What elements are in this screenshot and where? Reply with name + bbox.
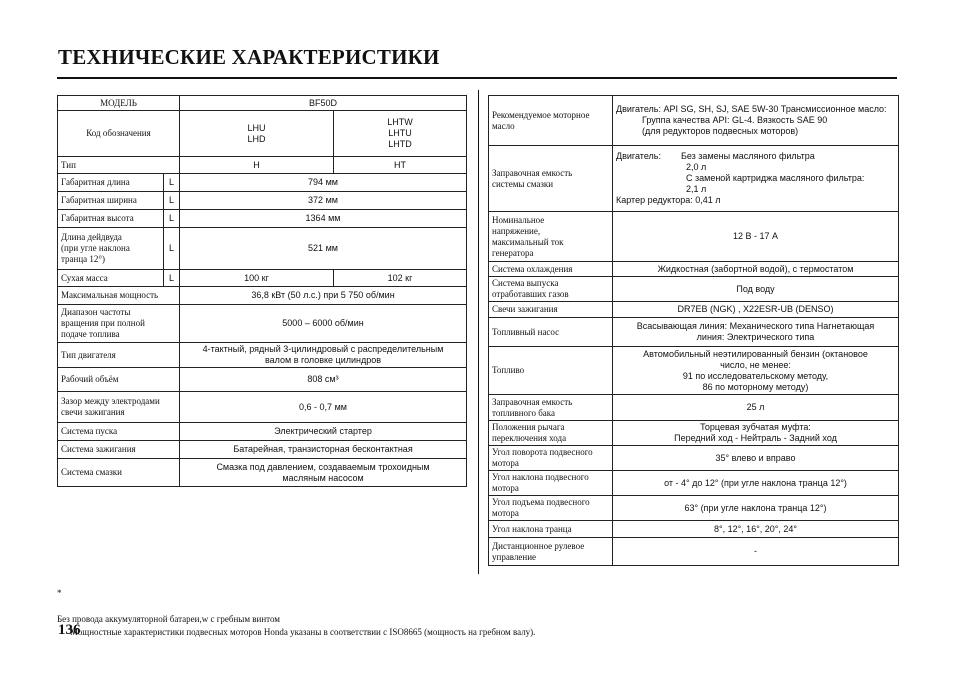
lift-angle-label: Угол подъема подвесного мотора (492, 497, 590, 518)
height-label: Габаритная высота (58, 210, 164, 228)
table-row (58, 423, 467, 441)
deadwood-symbol: L (164, 228, 180, 270)
width-label: Габаритная ширина (58, 192, 164, 210)
fuel-tank-label: Заправочная емкость топливного бака (492, 396, 573, 418)
engine-type-value: 4-тактный, рядный 3-цилиндровый с распределительным валом в головке цилиндров (202, 344, 444, 365)
oil-line-1: Двигатель: API SG, SH, SJ, SAE 5W-30 Трансмиссионное масло: (616, 104, 887, 114)
model-label: МОДЕЛЬ (58, 96, 180, 111)
footnote-star: * (57, 588, 62, 598)
table-row (58, 287, 467, 305)
oil-capacity-value-1: 2,0 л (686, 162, 707, 172)
tilt-angle-label: Угол наклона подвесного мотора (492, 472, 589, 493)
transom-angle-value: 8°, 12°, 16°, 20°, 24° (613, 521, 899, 538)
shift-value: Торцевая зубчатая муфта: Передний ход - Нейтраль - Задний ход (674, 422, 837, 443)
table-row (58, 441, 467, 459)
oil-capacity-engine: Двигатель: (616, 151, 661, 161)
dry-mass-label: Сухая масса (58, 270, 164, 287)
cooling-label: Система охлаждения (489, 262, 613, 277)
dry-mass-symbol: L (164, 270, 180, 287)
engine-type-label: Тип двигателя (58, 343, 180, 368)
power-label: Максимальная мощность (58, 287, 180, 305)
length-value: 794 мм (180, 174, 467, 192)
table-row (58, 343, 467, 368)
oil-capacity-with-filter: С заменой картриджа масляного фильтра: (686, 173, 865, 183)
table-row (58, 96, 467, 111)
ignition-system-value: Батарейная, транзисторная бесконтактная (180, 441, 467, 459)
displacement-label: Рабочий объём (58, 368, 180, 392)
displacement-value: 808 см³ (180, 368, 467, 392)
exhaust-label: Система выпуска отработавших газов (492, 278, 569, 299)
oil-capacity-value-2: 2,1 л (686, 184, 707, 194)
table-row (489, 146, 899, 212)
table-row (58, 111, 467, 157)
code-value-a: LHU LHD (247, 122, 266, 144)
fuel-label: Топливо (489, 347, 613, 395)
tilt-angle-value: от - 4° до 12° (при угле наклона транца 12°) (613, 471, 899, 496)
generator-label: Номинальное напряжение, максимальный ток генератора (492, 214, 564, 258)
width-value: 372 мм (180, 192, 467, 210)
table-row (489, 395, 899, 421)
table-row (489, 96, 899, 146)
spark-plug-value: DR7EB (NGK) , X22ESR-UB (DENSO) (613, 302, 899, 318)
model-value: BF50D (180, 96, 467, 111)
table-row (489, 277, 899, 302)
remote-steering-value: - (613, 538, 899, 566)
code-value-b: LHTW LHTU LHTD (387, 117, 413, 149)
start-system-label: Система пуска (58, 423, 180, 441)
spec-table-right (488, 95, 899, 566)
table-row (58, 368, 467, 392)
page-number: 136 (58, 622, 81, 638)
code-label: Код обозначения (58, 111, 180, 157)
table-row (58, 228, 467, 270)
fuel-value: Автомобильный неэтилированный бензин (октановое число, не менее: 91 по исследовательскому методу, 86 по моторному методу) (643, 348, 868, 392)
spec-table-left (57, 95, 467, 487)
rpm-label: Диапазон частоты вращения при полной подаче топлива (61, 307, 145, 339)
fuel-tank-value: 25 л (613, 395, 899, 421)
length-symbol: L (164, 174, 180, 192)
shift-label: Положения рычага переключения хода (492, 422, 567, 443)
transom-angle-label: Угол наклона транца (489, 521, 613, 538)
table-row (58, 270, 467, 287)
table-row (489, 318, 899, 347)
table-row (489, 347, 899, 395)
table-row (489, 421, 899, 446)
dry-mass-value-a: 100 кг (180, 270, 334, 287)
remote-steering-label: Дистанционное рулевое управление (492, 540, 585, 562)
gearcase-capacity: Картер редуктора: 0,41 л (616, 195, 721, 205)
oil-line-2: Группа качества API: GL-4. Вязкость SAE 90 (642, 115, 828, 125)
table-row (489, 471, 899, 496)
oil-capacity-no-filter: Без замены масляного фильтра (680, 151, 815, 161)
plug-gap-value: 0,6 - 0,7 мм (180, 392, 467, 423)
lube-system-value: Смазка под давлением, создаваемым трохоидным масляным насосом (216, 461, 430, 483)
table-row (58, 305, 467, 343)
table-row (58, 210, 467, 228)
start-system-value: Электрический стартер (180, 423, 467, 441)
steering-angle-label: Угол поворота подвесного мотора (492, 447, 593, 468)
fuel-pump-label: Топливный насос (489, 318, 613, 347)
table-row (489, 538, 899, 566)
table-row (489, 496, 899, 521)
page-title: ТЕХНИЧЕСКИЕ ХАРАКТЕРИСТИКИ (58, 45, 440, 69)
deadwood-label: Длина дейдвуда (при угле наклона транца 12°) (61, 232, 130, 264)
oil-line-3: (для редукторов подвесных моторов) (642, 126, 799, 136)
table-row (489, 302, 899, 318)
table-row (489, 521, 899, 538)
oil-capacity-label: Заправочная емкость системы смазки (492, 167, 573, 189)
footnote-line-2: Мощностные характеристики подвесных моторов Honda указаны в соответствии с ISO8665 (мощность на гребном валу). (70, 627, 536, 637)
height-symbol: L (164, 210, 180, 228)
type-value-a: H (180, 157, 334, 174)
cooling-value: Жидкостная (забортной водой), с термостатом (613, 262, 899, 277)
column-divider (478, 90, 479, 574)
table-row (58, 174, 467, 192)
type-label: Тип (58, 157, 180, 174)
lift-angle-value: 63° (при угле наклона транца 12°) (613, 496, 899, 521)
oil-label: Рекомендуемое моторное масло (492, 109, 590, 131)
deadwood-value: 521 мм (180, 228, 467, 270)
steering-angle-value: 35° влево и вправо (613, 446, 899, 471)
ignition-system-label: Система зажигания (58, 441, 180, 459)
title-rule (57, 77, 897, 79)
footnote (57, 587, 535, 639)
spark-plug-label: Свечи зажигания (489, 302, 613, 318)
table-row (58, 459, 467, 487)
table-row (489, 262, 899, 277)
rpm-value: 5000 – 6000 об/мин (180, 305, 467, 343)
table-row (489, 212, 899, 262)
lube-system-label: Система смазки (58, 459, 180, 487)
dry-mass-value-b: 102 кг (334, 270, 467, 287)
table-row (58, 192, 467, 210)
footnote-line-1: Без провода аккумуляторной батареи,w с гребным винтом (57, 614, 280, 624)
width-symbol: L (164, 192, 180, 210)
plug-gap-label: Зазор между электродами свечи зажигания (61, 396, 160, 417)
power-value: 36,8 кВт (50 л.с.) при 5 750 об/мин (180, 287, 467, 305)
table-row (58, 392, 467, 423)
type-value-b: HT (334, 157, 467, 174)
height-value: 1364 мм (180, 210, 467, 228)
generator-value: 12 В - 17 А (613, 212, 899, 262)
length-label: Габаритная длина (58, 174, 164, 192)
table-row (489, 446, 899, 471)
table-row (58, 157, 467, 174)
fuel-pump-value: Всасывающая линия: Механического типа Нагнетающая линия: Электрического типа (636, 321, 875, 342)
exhaust-value: Под воду (613, 277, 899, 302)
